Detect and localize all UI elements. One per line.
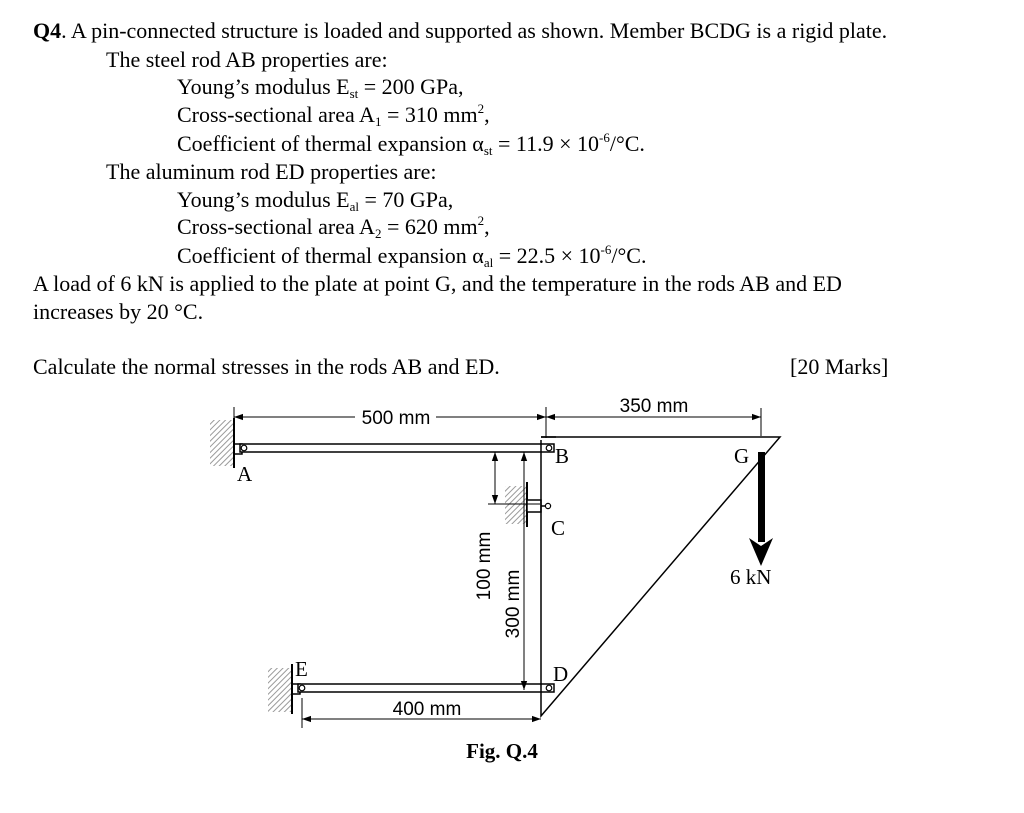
point-label-a: A bbox=[237, 462, 253, 486]
aluminum-thermal-coefficient: Coefficient of thermal expansion $\alpha_{al} = 22.5 \times 10^{-6}/^\circ C$. bbox=[177, 242, 647, 270]
point-label-e: E bbox=[295, 657, 308, 681]
question-number: Q4 bbox=[33, 18, 62, 43]
load-arrow-g bbox=[730, 452, 773, 589]
marks-label: [20 Marks] bbox=[790, 354, 889, 379]
task-statement: Calculate the normal stresses in the rods AB and ED. bbox=[33, 354, 500, 379]
point-label-d: D bbox=[553, 662, 569, 686]
rod-ab bbox=[240, 444, 554, 452]
wall-support-a bbox=[210, 418, 242, 468]
steel-area: Cross-sectional area $A_1 = 310$ $mm^2$, bbox=[177, 101, 490, 129]
svg-text:300 mm: 300 mm bbox=[503, 569, 524, 639]
steel-heading: The steel rod AB properties are: bbox=[106, 47, 388, 72]
dimension-bg bbox=[546, 396, 761, 436]
point-label-b: B bbox=[555, 444, 570, 468]
load-label: 6 kN bbox=[730, 565, 772, 589]
svg-text:350 mm: 350 mm bbox=[619, 396, 689, 417]
load-description-line1: A load of 6 kN is applied to the plate at point G, and the temperature in the rods AB and ED bbox=[33, 271, 842, 296]
svg-text:400 mm: 400 mm bbox=[392, 699, 462, 720]
question-intro: Q4. A pin-connected structure is loaded and supported as shown. Member BCDG is a rigid plate. bbox=[33, 18, 888, 43]
svg-text:500 mm: 500 mm bbox=[361, 408, 431, 429]
point-label-c: C bbox=[551, 516, 566, 540]
point-label-g: G bbox=[734, 444, 750, 468]
aluminum-area: Cross-sectional area $A_2 = 620$ $mm^2$, bbox=[177, 213, 490, 241]
rod-ed bbox=[298, 684, 554, 692]
steel-youngs-modulus: Young’s modulus $E_{st} = 200$ GPa, bbox=[177, 74, 464, 101]
dimension-ed bbox=[302, 698, 541, 728]
figure-caption: Fig. Q.4 bbox=[466, 739, 538, 763]
load-description-line2: increases by 20 °C. bbox=[33, 299, 204, 324]
aluminum-heading: The aluminum rod ED properties are: bbox=[106, 159, 437, 184]
aluminum-youngs-modulus: Young’s modulus $E_{al} = 70$ GPa, bbox=[177, 187, 454, 214]
svg-text:100 mm: 100 mm bbox=[474, 531, 495, 601]
steel-thermal-coefficient: Coefficient of thermal expansion $\alpha_{st} = 11.9 \times 10^{-6}/^\circ C$. bbox=[177, 130, 645, 158]
dimension-ab bbox=[234, 407, 546, 438]
